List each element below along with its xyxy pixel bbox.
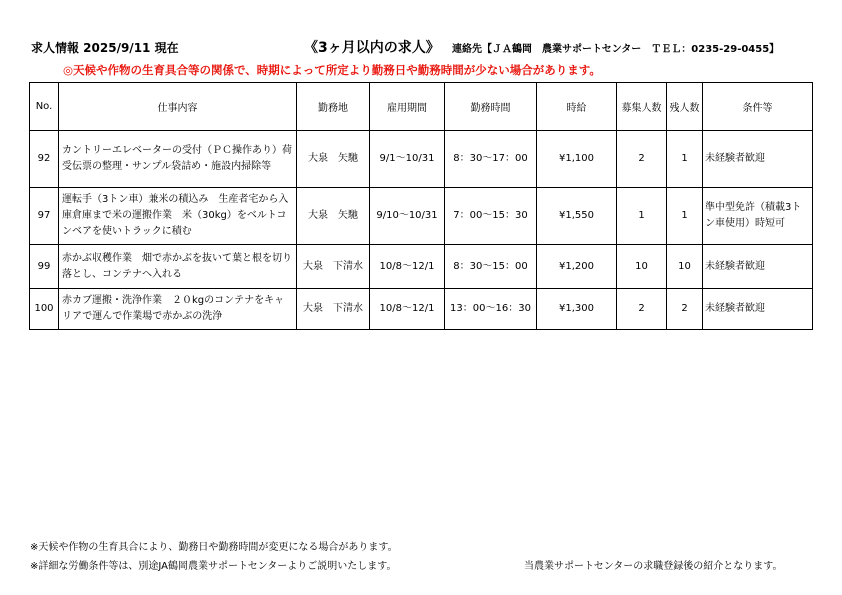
notice-text: ◎天候や作物の生育具合等の関係で、時期によって所定より勤務日や勤務時間が少ない場合があります。	[63, 63, 601, 77]
cell-recruit: 10	[617, 245, 667, 289]
job-table	[29, 82, 813, 330]
table-row	[30, 188, 813, 245]
cell-no: 99	[30, 245, 59, 289]
cell-period: 10/8～12/1	[370, 245, 445, 289]
table-row	[30, 289, 813, 330]
col-header-place: 勤務地	[297, 83, 370, 131]
cell-place: 大泉 下清水	[297, 245, 370, 289]
col-header-job: 仕事内容	[59, 83, 297, 131]
col-header-recruit: 募集人数	[617, 83, 667, 131]
cell-hours: 13：00～16：30	[445, 289, 537, 330]
col-header-period: 雇用期間	[370, 83, 445, 131]
table-header-row	[30, 83, 813, 131]
cell-job: カントリーエレベーターの受付（ＰＣ操作あり）荷受伝票の整理・サンプル袋詰め・施設内掃除等	[59, 131, 297, 188]
cell-hours: 8：30～17：00	[445, 131, 537, 188]
col-header-hours: 勤務時間	[445, 83, 537, 131]
cell-wage: ¥1,300	[537, 289, 617, 330]
table-row	[30, 131, 813, 188]
footer-note-registration: 当農業サポートセンターの求職登録後の紹介となります。	[524, 561, 783, 572]
cell-wage: ¥1,200	[537, 245, 617, 289]
cell-period: 9/10～10/31	[370, 188, 445, 245]
cell-wage: ¥1,550	[537, 188, 617, 245]
col-header-conditions: 条件等	[703, 83, 813, 131]
col-header-wage: 時給	[537, 83, 617, 131]
table-row	[30, 245, 813, 289]
cell-period: 9/1～10/31	[370, 131, 445, 188]
cell-hours: 8：30～15：00	[445, 245, 537, 289]
page-heading: 《3ヶ月以内の求人》	[304, 40, 440, 56]
cell-remaining: 10	[667, 245, 703, 289]
cell-conditions: 未経験者歓迎	[703, 131, 813, 188]
cell-wage: ¥1,100	[537, 131, 617, 188]
footer-note-conditions: ※詳細な労働条件等は、別途JA鶴岡農業サポートセンターよりご説明いたします。	[30, 561, 397, 572]
cell-conditions: 未経験者歓迎	[703, 245, 813, 289]
col-header-no: No.	[30, 83, 59, 131]
cell-recruit: 1	[617, 188, 667, 245]
cell-job: 赤かぶ収穫作業 畑で赤かぶを抜いて葉と根を切り落とし、コンテナへ入れる	[59, 245, 297, 289]
cell-no: 97	[30, 188, 59, 245]
cell-recruit: 2	[617, 289, 667, 330]
footer-note-schedule: ※天候や作物の生育具合により、勤務日や勤務時間が変更になる場合があります。	[30, 542, 398, 553]
cell-conditions: 未経験者歓迎	[703, 289, 813, 330]
report-title: 求人情報 2025/9/11 現在	[31, 41, 179, 55]
cell-remaining: 1	[667, 131, 703, 188]
col-header-remaining: 残人数	[667, 83, 703, 131]
cell-hours: 7：00～15：30	[445, 188, 537, 245]
cell-period: 10/8～12/1	[370, 289, 445, 330]
cell-no: 92	[30, 131, 59, 188]
cell-remaining: 2	[667, 289, 703, 330]
cell-remaining: 1	[667, 188, 703, 245]
cell-job: 赤カブ運搬・洗浄作業 ２０kgのコンテナをキャリアで運んで作業場で赤かぶの洗浄	[59, 289, 297, 330]
cell-no: 100	[30, 289, 59, 330]
cell-conditions: 準中型免許（積載3トン車使用）時短可	[703, 188, 813, 245]
cell-place: 大泉 矢馳	[297, 131, 370, 188]
cell-place: 大泉 矢馳	[297, 188, 370, 245]
cell-recruit: 2	[617, 131, 667, 188]
contact-info: 連絡先【ＪＡ鶴岡 農業サポートセンター ＴＥＬ：0235-29-0455】	[452, 44, 780, 55]
cell-job: 運転手（3トン車）兼米の積込み 生産者宅から入庫倉庫まで米の運搬作業 米（30kg）をベルトコンベアを使いトラックに積む	[59, 188, 297, 245]
cell-place: 大泉 下清水	[297, 289, 370, 330]
